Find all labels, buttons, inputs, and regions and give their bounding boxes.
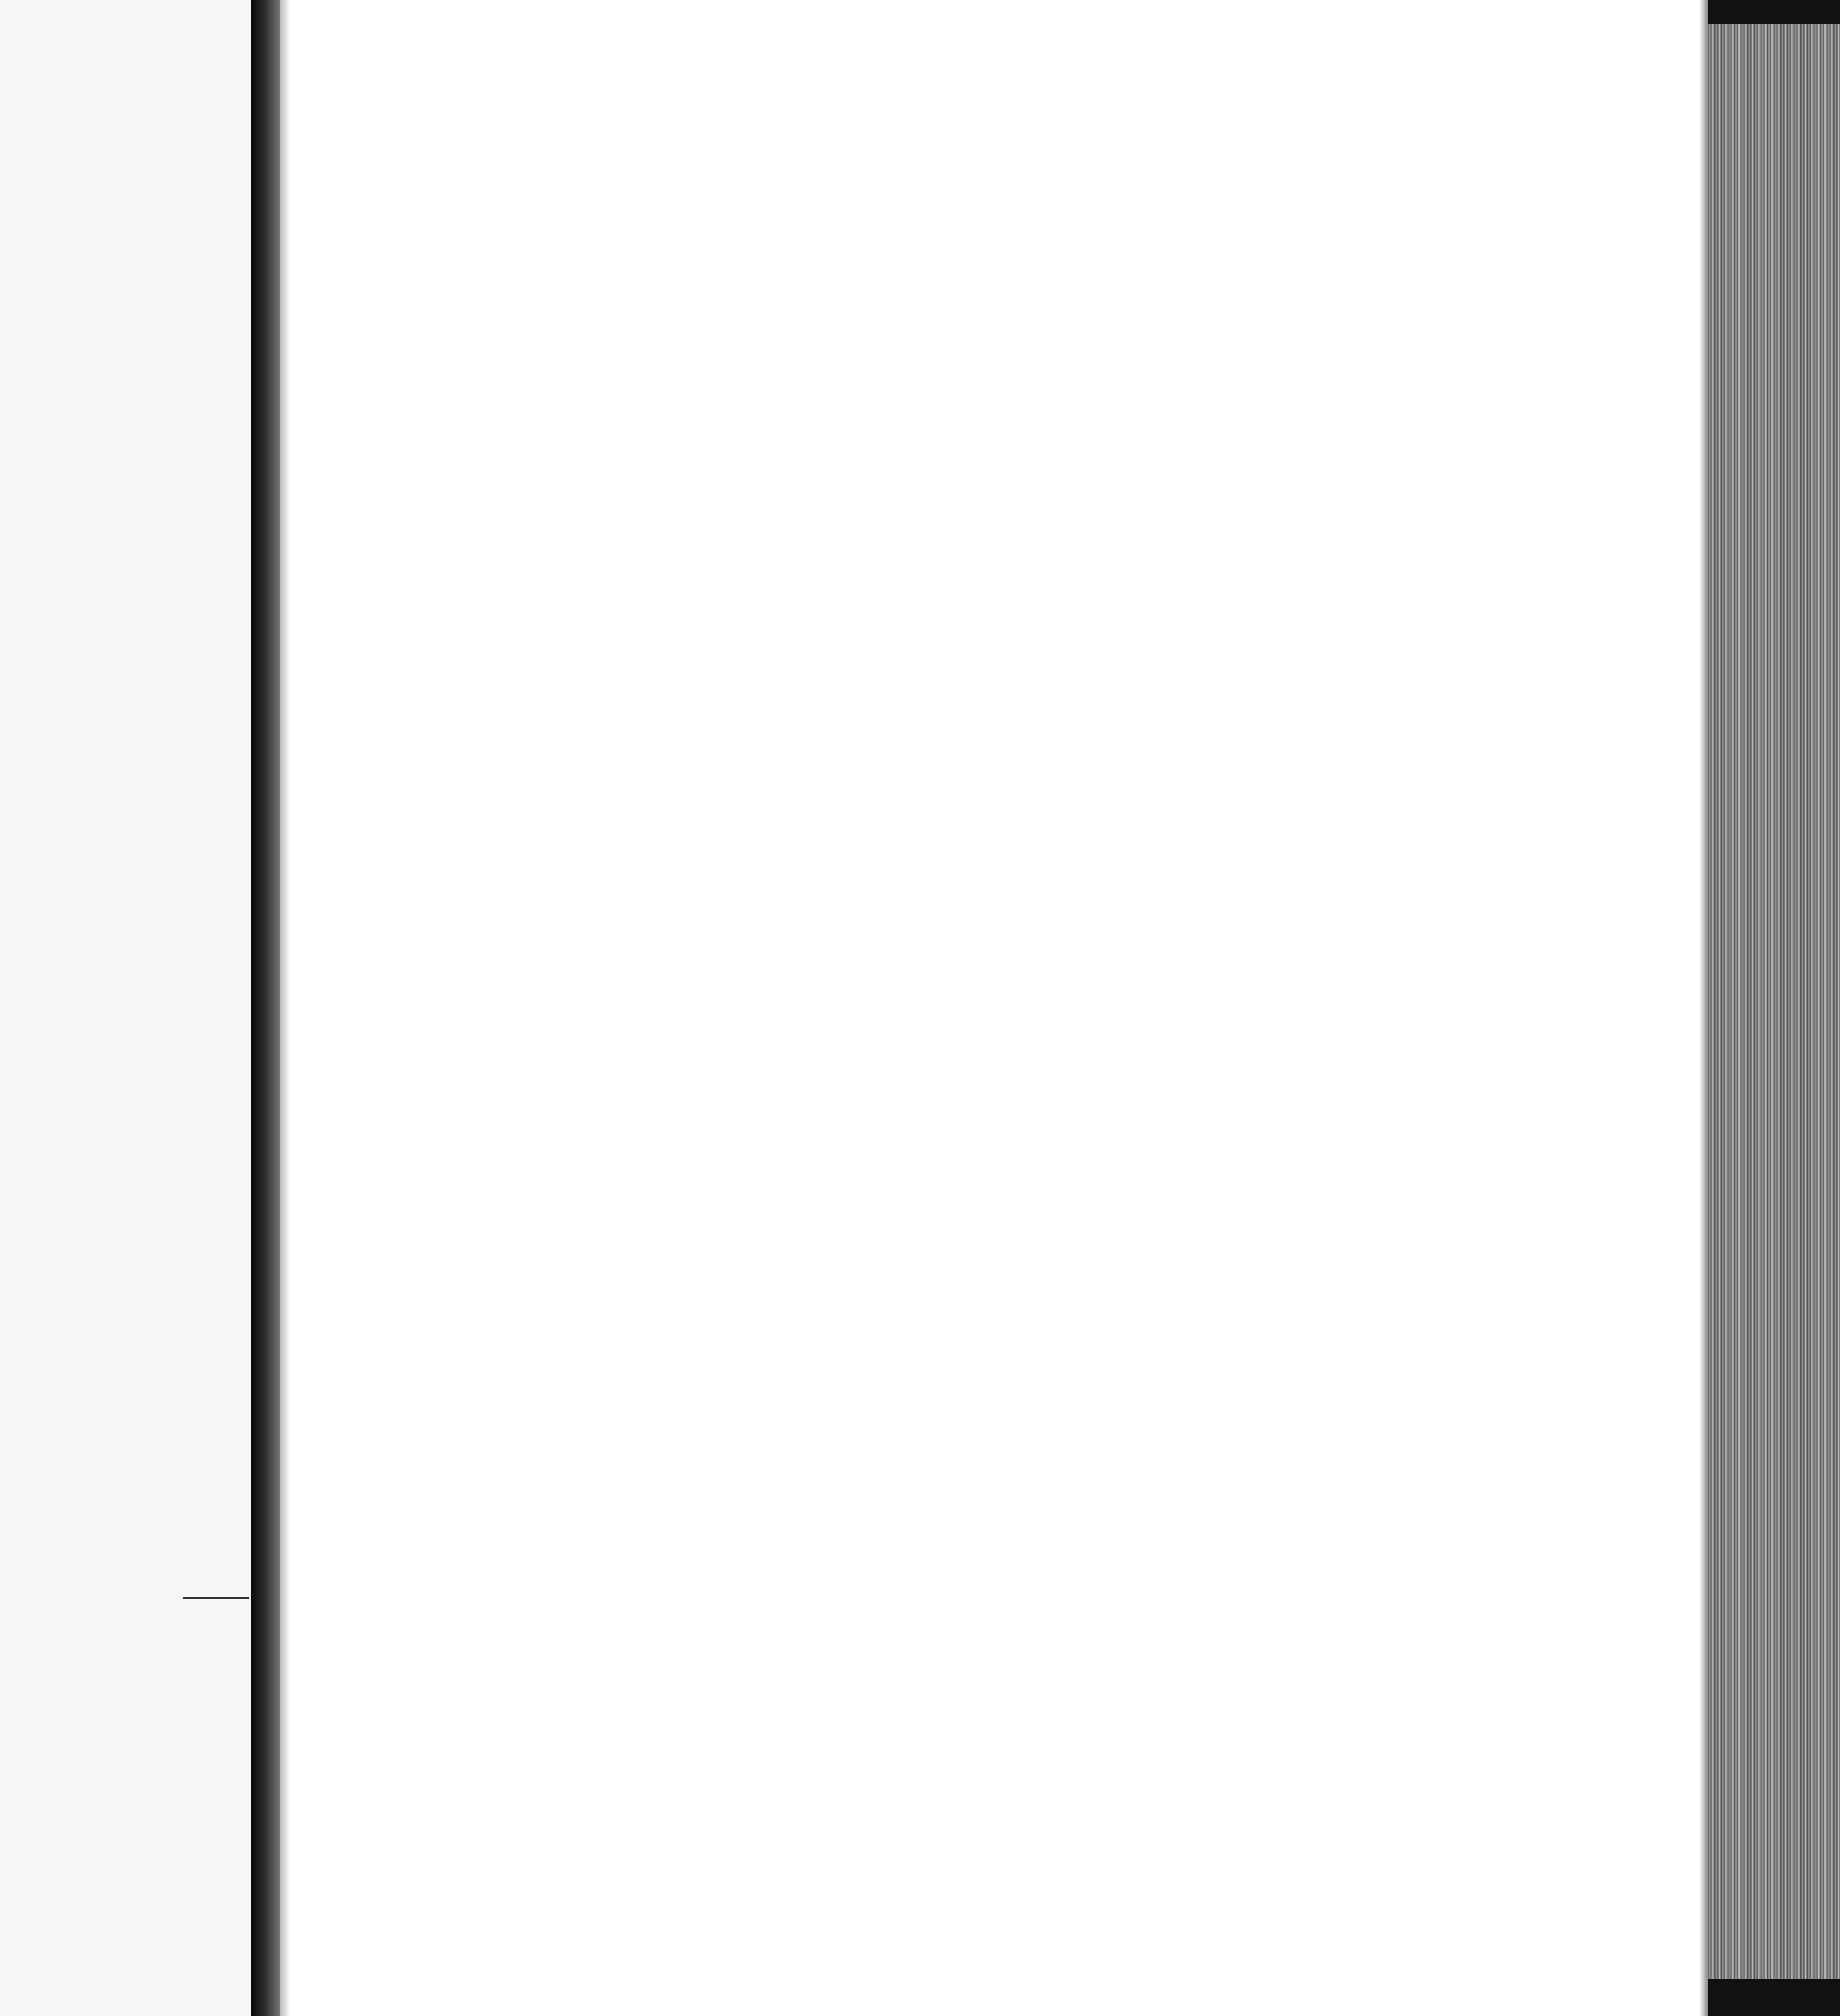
page-edge-shadow <box>1699 0 1708 2016</box>
footnote-rule <box>183 1597 249 1599</box>
book-edge-top <box>1708 0 1840 24</box>
previous-page-fragment <box>0 0 253 2016</box>
book-edge-bottom <box>1708 1979 1840 2016</box>
book-page-edges <box>1708 0 1840 2016</box>
current-page <box>290 0 1708 2016</box>
book-gutter-shadow <box>251 0 280 2016</box>
book-gutter-highlight <box>280 0 290 2016</box>
